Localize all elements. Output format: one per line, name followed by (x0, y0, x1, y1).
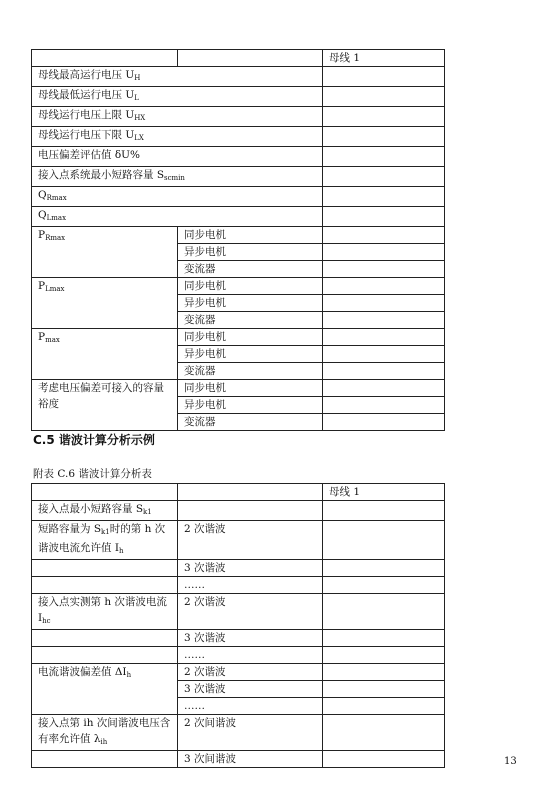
table2-cell (323, 647, 445, 664)
table2-cell (323, 698, 445, 715)
table2-group-label: 电流谐波偏差值 $\Delta I_h$ (32, 664, 178, 715)
table1-cell (323, 397, 445, 414)
table2-blank-header (178, 484, 323, 501)
table2-subitem: 2 次间谐波 (178, 715, 323, 751)
table1-row-label: 母线最低运行电压 $U_L$ (32, 87, 323, 107)
table2-subitem: …… (178, 698, 323, 715)
table1-row-label: 电压偏差评估值 δU% (32, 147, 323, 167)
table1-cell (323, 207, 445, 227)
table1-cell (323, 380, 445, 397)
table1-subitem: 变流器 (178, 363, 323, 380)
table2-subitem: 2 次谐波 (178, 521, 323, 560)
table1-cell (323, 167, 445, 187)
table1-group-label: $P_{Rmax}$ (32, 227, 178, 278)
table1-cell (323, 363, 445, 380)
table1-subitem: 变流器 (178, 312, 323, 329)
voltage-deviation-table (31, 49, 445, 431)
table2-col-header: 母线 1 (323, 484, 445, 501)
page-number: 13 (504, 756, 517, 767)
table2-cell (323, 501, 445, 521)
table1-cell (323, 67, 445, 87)
table2-cell (323, 560, 445, 577)
table1-subitem: 异步电机 (178, 397, 323, 414)
table1-row-label: $Q_{Lmax}$ (32, 207, 323, 227)
table1-group-label: $P_{max}$ (32, 329, 178, 380)
table1-cell (323, 107, 445, 127)
table2-cell (32, 647, 178, 664)
table2-subitem: …… (178, 647, 323, 664)
table2-subitem: 2 次谐波 (178, 664, 323, 681)
table2-subitem: 3 次间谐波 (178, 751, 323, 768)
table1-cell (323, 87, 445, 107)
table2-subitem: …… (178, 577, 323, 594)
table1-cell (323, 414, 445, 431)
table2-cell (32, 751, 178, 768)
table1-subitem: 异步电机 (178, 295, 323, 312)
table2-cell (178, 501, 323, 521)
table1-cell (323, 127, 445, 147)
table2-cell (323, 715, 445, 751)
table1-subitem: 同步电机 (178, 329, 323, 346)
table1-blank-header (178, 50, 323, 67)
table2-cell (323, 630, 445, 647)
table2-subitem: 3 次谐波 (178, 560, 323, 577)
table1-group-label: $P_{Lmax}$ (32, 278, 178, 329)
table2-group-label: 短路容量为 $S_{k1}$时的第 h 次谐波电流允许值 $I_h$ (32, 521, 178, 560)
table1-col-header: 母线 1 (323, 50, 445, 67)
table1-cell (323, 295, 445, 312)
table1-subitem: 异步电机 (178, 244, 323, 261)
table2-blank-header (32, 484, 178, 501)
table1-cell (323, 244, 445, 261)
table1-subitem: 同步电机 (178, 227, 323, 244)
table1-row-label: $Q_{Rmax}$ (32, 187, 323, 207)
table1-cell (323, 329, 445, 346)
table1-row-label: 母线最高运行电压 $U_H$ (32, 67, 323, 87)
table2-subitem: 3 次谐波 (178, 681, 323, 698)
table2-cell (32, 577, 178, 594)
table2-cell (323, 594, 445, 630)
table1-group-label: 考虑电压偏差可接入的容量裕度 (32, 380, 178, 431)
section-heading: C.5 谐波计算分析示例 (33, 433, 155, 447)
table1-cell (323, 261, 445, 278)
table1-subitem: 同步电机 (178, 380, 323, 397)
table2-row-label: 接入点最小短路容量 $S_{k1}$ (32, 501, 178, 521)
table-caption: 附表 C.6 谐波计算分析表 (33, 468, 152, 480)
table2-cell (323, 521, 445, 560)
harmonic-analysis-table (31, 483, 445, 768)
table2-cell (323, 751, 445, 768)
table1-row-label: 接入点系统最小短路容量 $S_{scmin}$ (32, 167, 323, 187)
table2-cell (32, 630, 178, 647)
table1-row-label: 母线运行电压上限 $U_{HX}$ (32, 107, 323, 127)
table2-subitem: 3 次谐波 (178, 630, 323, 647)
table2-cell (323, 577, 445, 594)
table2-cell (32, 560, 178, 577)
table2-subitem: 2 次谐波 (178, 594, 323, 630)
table1-cell (323, 346, 445, 363)
table1-subitem: 异步电机 (178, 346, 323, 363)
table1-cell (323, 278, 445, 295)
table2-group-label: 接入点实测第 h 次谐波电流 $I_{hc}$ (32, 594, 178, 630)
table1-subitem: 变流器 (178, 261, 323, 278)
table1-row-label: 母线运行电压下限 $U_{LX}$ (32, 127, 323, 147)
table1-cell (323, 227, 445, 244)
table1-blank-header (32, 50, 178, 67)
table2-cell (323, 681, 445, 698)
table1-cell (323, 147, 445, 167)
table1-cell (323, 187, 445, 207)
table1-cell (323, 312, 445, 329)
table2-cell (323, 664, 445, 681)
table1-subitem: 同步电机 (178, 278, 323, 295)
table2-group-label: 接入点第 ih 次间谐波电压含有率允许值 $\lambda_{ih}$ (32, 715, 178, 751)
table1-subitem: 变流器 (178, 414, 323, 431)
